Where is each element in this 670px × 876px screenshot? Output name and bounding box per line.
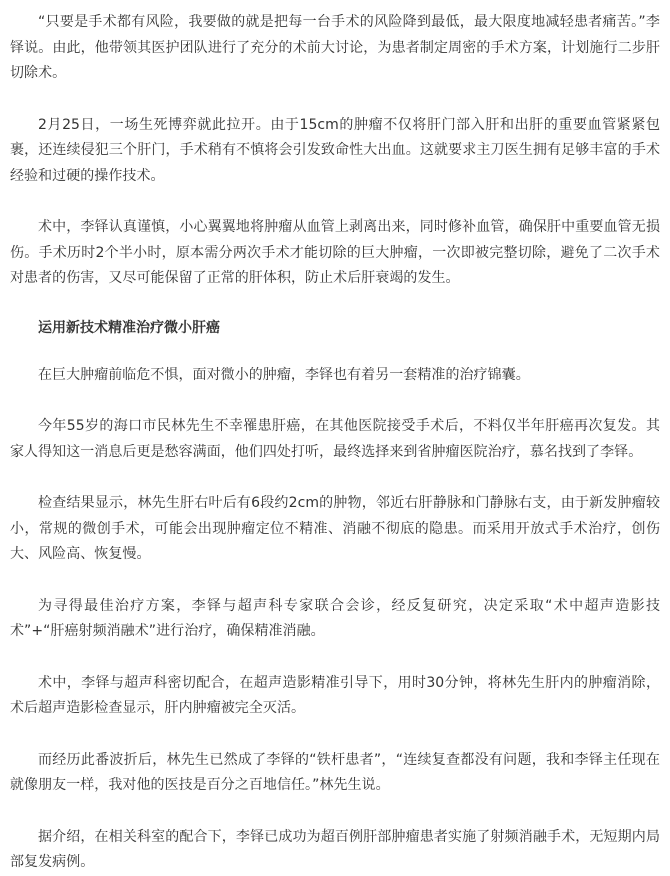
article-paragraph: 而经历此番波折后，林先生已然成了李铎的“铁杆患者”，“连续复查都没有问题，我和李铎主任现在就像朋友一样，我对他的医技是百分之百地信任。”林先生说。 — [10, 751, 660, 793]
article-paragraph: 术中，李铎认真谨慎，小心翼翼地将肿瘤从血管上剥离出来，同时修补血管，确保肝中重要血管无损伤。手术历时2个半小时，原本需分两次手术才能切除的巨大肿瘤，一次即被完整切除，避免了二次手术对患者的伤害，又尽可能保留了正常的肝体积，防止术后肝衰竭的发生。 — [10, 219, 660, 286]
article-paragraph: 术中，李铎与超声科密切配合，在超声造影精准引导下，用时30分钟，将林先生肝内的肿瘤消除，术后超声造影检查显示，肝内肿瘤被完全灭活。 — [10, 674, 660, 716]
article-paragraph: “只要是手术都有风险，我要做的就是把每一台手术的风险降到最低，最大限度地减轻患者痛苦。”李铎说。由此，他带领其医护团队进行了充分的术前大讨论，为患者制定周密的手术方案，计划施行二步肝切除术。 — [10, 14, 660, 81]
article-paragraph: 为寻得最佳治疗方案，李铎与超声科专家联合会诊，经反复研究，决定采取“术中超声造影技术”+“肝癌射频消融术”进行治疗，确保精准消融。 — [10, 597, 660, 639]
article-paragraph: 据介绍，在相关科室的配合下，李铎已成功为超百例肝部肿瘤患者实施了射频消融手术，无短期内局部复发病例。 — [10, 828, 660, 870]
article-paragraph: 今年55岁的海口市民林先生不幸罹患肝癌，在其他医院接受手术后，不料仅半年肝癌再次复发。其家人得知这一消息后更是愁容满面，他们四处打听，最终选择来到省肿瘤医院治疗，慕名找到了李铎。 — [10, 418, 660, 460]
article-paragraph: 检查结果显示，林先生肝右叶后有6段约2cm的肿物，邻近右肝静脉和门静脉右支，由于新发肿瘤较小，常规的微创手术，可能会出现肿瘤定位不精准、消融不彻底的隐患。而采用开放式手术治疗，创伤大、风险高、恢复慢。 — [10, 495, 660, 562]
article-paragraph: 2月25日，一场生死博弈就此拉开。由于15cm的肿瘤不仅将肝门部入肝和出肝的重要血管紧紧包裹，还连续侵犯三个肝门，手术稍有不慎将会引发致命性大出血。这就要求主刀医生拥有足够丰富的手术经验和过硬的操作技术。 — [10, 116, 660, 184]
article-paragraph: 在巨大肿瘤前临危不惧，面对微小的肿瘤，李铎也有着另一套精准的治疗锦囊。 — [38, 366, 530, 383]
section-heading: 运用新技术精准治疗微小肝癌 — [38, 319, 220, 336]
